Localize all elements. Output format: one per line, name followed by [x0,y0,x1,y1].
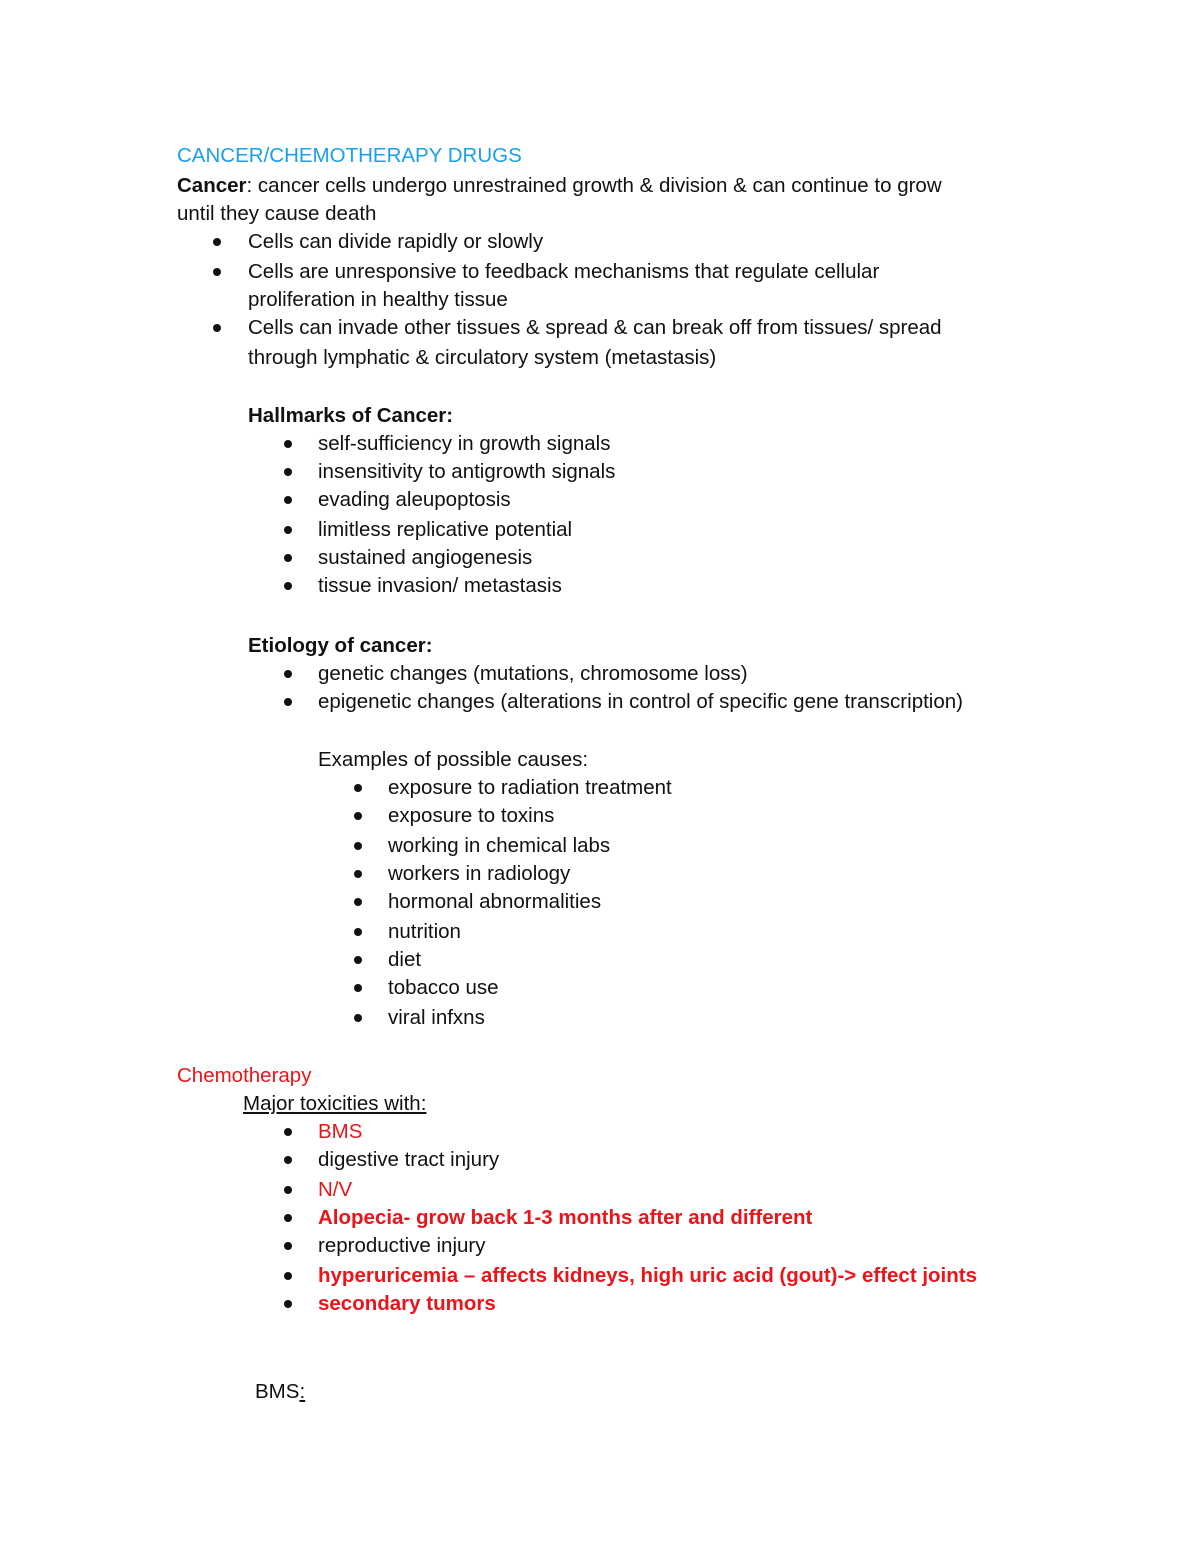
bullet-icon [284,526,292,534]
hallmark-item: limitless replicative potential [318,518,573,541]
bullet-icon [354,984,362,992]
bms-heading [255,1378,305,1406]
cancer-definition-line-2: until they cause death [177,202,377,225]
cause-item: working in chemical labs [388,834,611,857]
toxicities-subheading: Major toxicities with: [243,1092,427,1115]
cause-item: hormonal abnormalities [388,890,602,913]
causes-heading: Examples of possible causes: [318,748,589,771]
bullet-icon [354,1014,362,1022]
bullet-icon [284,1128,292,1136]
bms-heading-colon: : [299,1380,306,1403]
hallmark-item: sustained angiogenesis [318,546,533,569]
bullet-icon [284,1214,292,1222]
bullet-icon [354,870,362,878]
toxicity-item: N/V [318,1178,353,1201]
bullet-icon [354,784,362,792]
bullet-icon [284,1300,292,1308]
cause-item: workers in radiology [388,862,571,885]
etiology-heading: Etiology of cancer: [248,634,433,657]
cancer-bullet-1: Cells can divide rapidly or slowly [248,230,544,253]
bullet-icon [284,496,292,504]
bullet-icon [284,554,292,562]
cancer-definition-line-1 [177,172,942,200]
bullet-icon [284,1242,292,1250]
toxicity-item: BMS [318,1120,363,1143]
hallmark-item: evading aleupoptosis [318,488,511,511]
cause-item: diet [388,948,422,971]
cause-item: viral infxns [388,1006,485,1029]
bullet-icon [284,1272,292,1280]
bullet-icon [354,812,362,820]
bullet-icon [284,468,292,476]
cause-item: exposure to radiation treatment [388,776,672,799]
cancer-definition-text: : cancer cells undergo unrestrained growth & division & can continue to grow [246,174,942,197]
bullet-icon [213,268,221,276]
document-title: CANCER/CHEMOTHERAPY DRUGS [177,144,522,167]
cancer-bullet-3-line-1: Cells can invade other tissues & spread & can break off from tissues/ spread [248,316,942,339]
bullet-icon [284,670,292,678]
bms-heading-label: BMS [255,1380,300,1403]
bullet-icon [213,238,221,246]
hallmark-item: self-sufficiency in growth signals [318,432,611,455]
bullet-icon [354,956,362,964]
chemotherapy-heading: Chemotherapy [177,1064,312,1087]
cause-item: tobacco use [388,976,499,999]
toxicity-item: reproductive injury [318,1234,486,1257]
cancer-bullet-2-line-1: Cells are unresponsive to feedback mechanisms that regulate cellular [248,260,880,283]
toxicity-item: digestive tract injury [318,1148,500,1171]
hallmark-item: insensitivity to antigrowth signals [318,460,616,483]
bullet-icon [213,324,221,332]
cause-item: exposure to toxins [388,804,555,827]
toxicity-item: Alopecia- grow back 1-3 months after and different [318,1206,813,1229]
bullet-icon [284,698,292,706]
bullet-icon [354,898,362,906]
toxicity-item: secondary tumors [318,1292,496,1315]
cancer-bullet-2-line-2: proliferation in healthy tissue [248,288,508,311]
etiology-item: genetic changes (mutations, chromosome loss) [318,662,748,685]
bullet-icon [284,1186,292,1194]
hallmark-item: tissue invasion/ metastasis [318,574,562,597]
cancer-bullet-3-line-2: through lymphatic & circulatory system (metastasis) [248,346,717,369]
etiology-item: epigenetic changes (alterations in control of specific gene transcription) [318,690,963,713]
bullet-icon [284,440,292,448]
hallmarks-heading: Hallmarks of Cancer: [248,404,454,427]
bullet-icon [284,582,292,590]
cause-item: nutrition [388,920,461,943]
bullet-icon [354,928,362,936]
bullet-icon [284,1156,292,1164]
toxicity-item: hyperuricemia – affects kidneys, high uric acid (gout)-> effect joints [318,1264,978,1287]
bullet-icon [354,842,362,850]
cancer-term: Cancer [177,174,247,197]
